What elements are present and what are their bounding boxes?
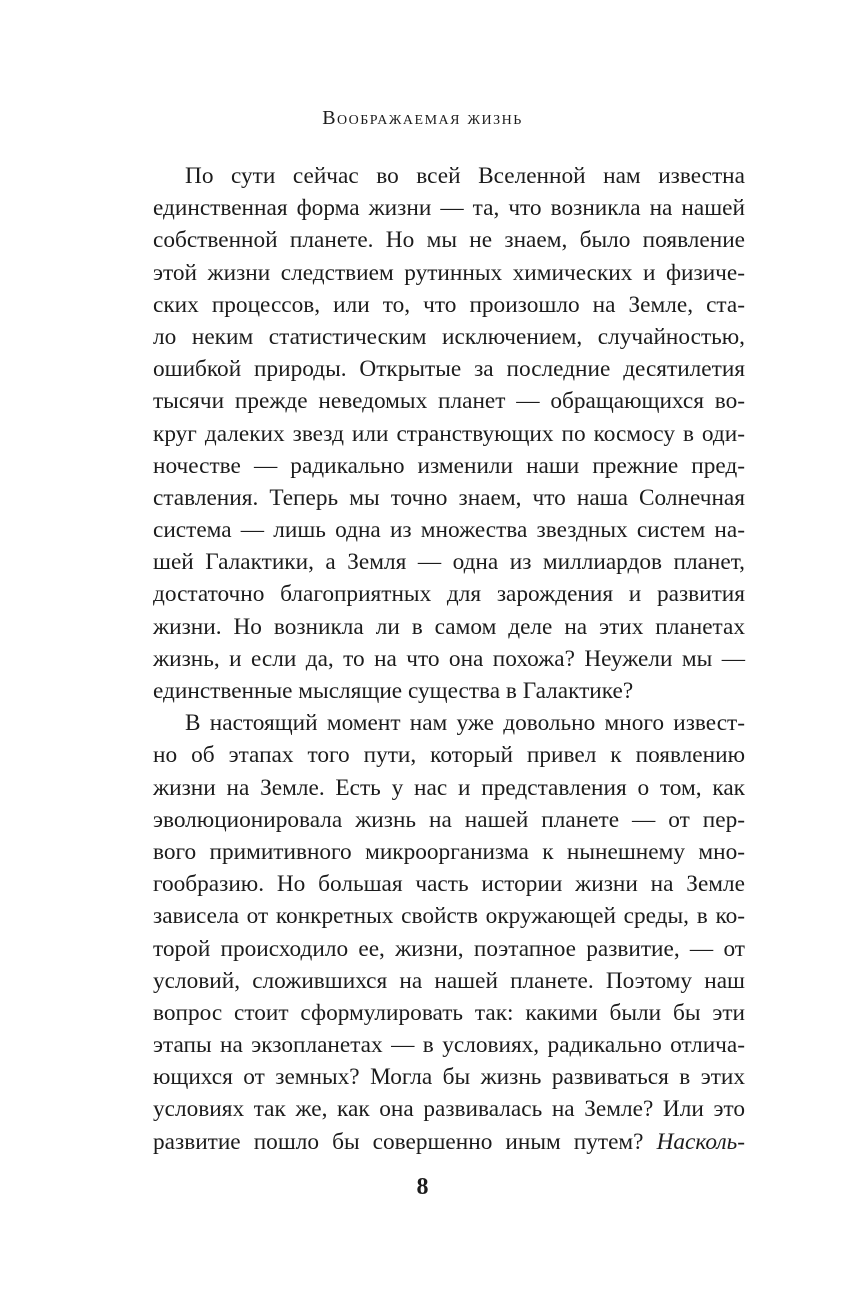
text-line-regular: развитие пошло бы совершенно иным путем?	[153, 1128, 657, 1155]
text-line: этапы на экзопланетах — в условиях, радикально отлича-	[153, 1032, 745, 1059]
text-line: собственной планете. Но мы не знаем, было появление	[153, 227, 745, 254]
text-line: система — лишь одна из множества звездных систем на-	[153, 517, 745, 544]
page-number: 8	[416, 1174, 429, 1200]
text-line	[153, 1126, 745, 1158]
text-line: По сути сейчас во всей Вселенной нам известна	[185, 163, 745, 189]
text-line: шей Галактики, а Земля — одна из миллиардов планет,	[153, 549, 745, 576]
text-line: торой происходило ее, жизни, поэтапное развитие, — от	[153, 935, 745, 962]
running-head: Воображаемая жизнь	[322, 107, 523, 129]
text-line: жизнь, и если да, то на что она похожа? Неужели мы —	[153, 645, 745, 672]
text-line: жизни на Земле. Есть у нас и представления о том, как	[153, 774, 745, 801]
text-line: зависела от конкретных свойств окружающей среды, в ко-	[153, 903, 745, 930]
text-line: условий, сложившихся на нашей планете. Поэтому наш	[153, 967, 745, 994]
text-line: достаточно благоприятных для зарождения и развития	[153, 581, 745, 608]
text-line: ющихся от земных? Могла бы жизнь развиваться в этих	[153, 1064, 745, 1091]
text-line: эволюционировала жизнь на нашей планете — от пер-	[153, 806, 745, 833]
text-line: гообразию. Но большая часть истории жизни на Земле	[153, 871, 745, 898]
text-line: ло неким статистическим исключением, случайностью,	[153, 323, 745, 350]
body-text	[153, 160, 745, 1158]
text-line: единственная форма жизни — та, что возникла на нашей	[153, 195, 745, 222]
text-line: но об этапах того пути, который привел к появлению	[153, 742, 745, 769]
text-line: вопрос стоит сформулировать так: какими были бы эти	[153, 999, 745, 1026]
text-line: единственные мыслящие существа в Галактике?	[153, 678, 634, 704]
text-line: этой жизни следствием рутинных химических и физиче-	[153, 259, 745, 286]
text-line: жизни. Но возникла ли в самом деле на этих планетах	[153, 613, 745, 640]
text-line: ставления. Теперь мы точно знаем, что наша Солнечная	[153, 484, 745, 511]
text-line: условиях так же, как она развивалась на Земле? Или это	[153, 1096, 745, 1123]
text-line: В настоящий момент нам уже довольно много извест-	[185, 710, 745, 737]
text-line: тысячи прежде неведомых планет — обращающихся во-	[153, 388, 745, 415]
text-line: ских процессов, или то, что произошло на Земле, ста-	[153, 291, 745, 318]
text-line: вого примитивного микроорганизма к нынешнему мно-	[153, 838, 745, 865]
text-line: ошибкой природы. Открытые за последние десятилетия	[153, 356, 745, 383]
text-line: круг далеких звезд или странствующих по космосу в оди-	[153, 420, 745, 447]
text-line: ночестве — радикально изменили наши прежние пред-	[153, 452, 745, 479]
text-line-italic: Насколь-	[656, 1128, 745, 1155]
